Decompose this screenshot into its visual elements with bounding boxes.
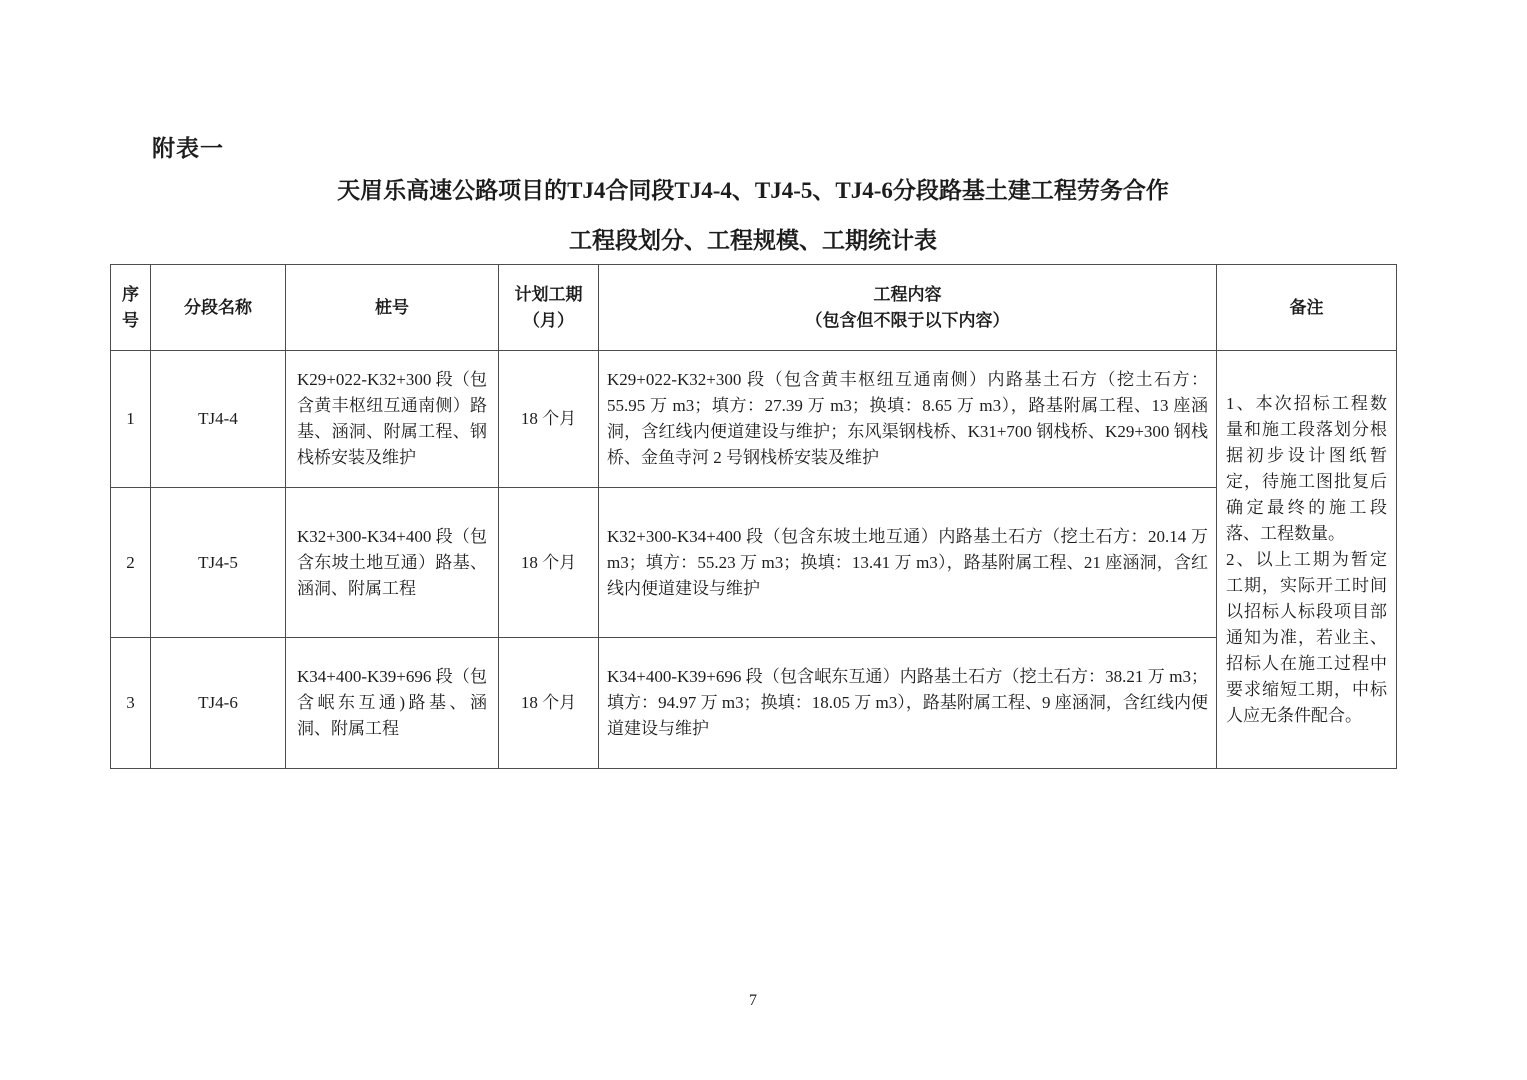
cell-stake-tj4-4: K29+022-K32+300 段（包含黄丰枢纽互通南侧）路基、涵洞、附属工程、钢栈桥安装及维护 xyxy=(286,351,499,488)
document-title-line2: 工程段划分、工程规模、工期统计表 xyxy=(569,228,937,253)
header-stake: 桩号 xyxy=(286,265,499,351)
header-seq-line1: 序 xyxy=(122,284,139,304)
cell-seq-2: 2 xyxy=(111,488,151,638)
header-duration xyxy=(499,265,599,351)
header-content-line2: （包含但不限于以下内容） xyxy=(805,310,1010,330)
remark-item-1: 1、本次招标工程数量和施工段落划分根据初步设计图纸暂定，待施工图批复后确定最终的施工段落、工程数量。 xyxy=(1226,393,1387,543)
statistics-table xyxy=(110,264,1397,769)
header-duration-line2: （月） xyxy=(523,310,574,330)
table-header-row xyxy=(111,265,1397,351)
table-row-tj4-4 xyxy=(111,351,1397,488)
header-content-line1: 工程内容 xyxy=(873,284,942,304)
page-number: 7 xyxy=(749,992,757,1009)
cell-content-tj4-5: K32+300-K34+400 段（包含东坡土地互通）内路基土石方（挖土石方：20.14 万 m3；填方：55.23 万 m3；换填：13.41 万 m3），路基附属工程、21 座涵洞，含红线内便道建设与维护 xyxy=(599,488,1217,638)
cell-seq-3: 3 xyxy=(111,638,151,769)
header-seq xyxy=(111,265,151,351)
cell-name-tj4-5: TJ4-5 xyxy=(151,488,286,638)
header-segment-name: 分段名称 xyxy=(151,265,286,351)
header-remark: 备注 xyxy=(1217,265,1397,351)
cell-seq-1: 1 xyxy=(111,351,151,488)
cell-remark xyxy=(1217,351,1397,769)
content-area xyxy=(110,0,1396,1080)
cell-content-tj4-6: K34+400-K39+696 段（包含岷东互通）内路基土石方（挖土石方：38.21 万 m3；填方：94.97 万 m3；换填：18.05 万 m3），路基附属工程、9 座涵洞，含红线内便道建设与维护 xyxy=(599,638,1217,769)
table-row-tj4-6 xyxy=(111,638,1397,769)
cell-content-tj4-4: K29+022-K32+300 段（包含黄丰枢纽互通南侧）内路基土石方（挖土石方：55.95 万 m3；填方：27.39 万 m3；换填：8.65 万 m3），路基附属工程、13 座涵洞，含红线内便道建设与维护；东风渠钢栈桥、K31+700 钢栈桥、K29+300 钢栈桥、金鱼寺河 2 号钢栈桥安装及维护 xyxy=(599,351,1217,488)
cell-duration-tj4-4: 18 个月 xyxy=(499,351,599,488)
header-content xyxy=(599,265,1217,351)
document-title-line1: 天眉乐高速公路项目的TJ4合同段TJ4-4、TJ4-5、TJ4-6分段路基土建工程劳务合作 xyxy=(337,178,1169,203)
cell-name-tj4-6: TJ4-6 xyxy=(151,638,286,769)
header-seq-line2: 号 xyxy=(122,310,139,330)
table-row-tj4-5 xyxy=(111,488,1397,638)
header-duration-line1: 计划工期 xyxy=(514,284,583,304)
remark-item-2: 2、以上工期为暂定工期，实际开工时间以招标人标段项目部通知为准，若业主、招标人在施工过程中要求缩短工期，中标人应无条件配合。 xyxy=(1226,549,1387,725)
cell-duration-tj4-5: 18 个月 xyxy=(499,488,599,638)
cell-stake-tj4-5: K32+300-K34+400 段（包含东坡土地互通）路基、涵洞、附属工程 xyxy=(286,488,499,638)
cell-name-tj4-4: TJ4-4 xyxy=(151,351,286,488)
cell-duration-tj4-6: 18 个月 xyxy=(499,638,599,769)
appendix-label: 附表一 xyxy=(152,136,224,161)
cell-stake-tj4-6: K34+400-K39+696 段（包含岷东互通)路基、涵洞、附属工程 xyxy=(286,638,499,769)
